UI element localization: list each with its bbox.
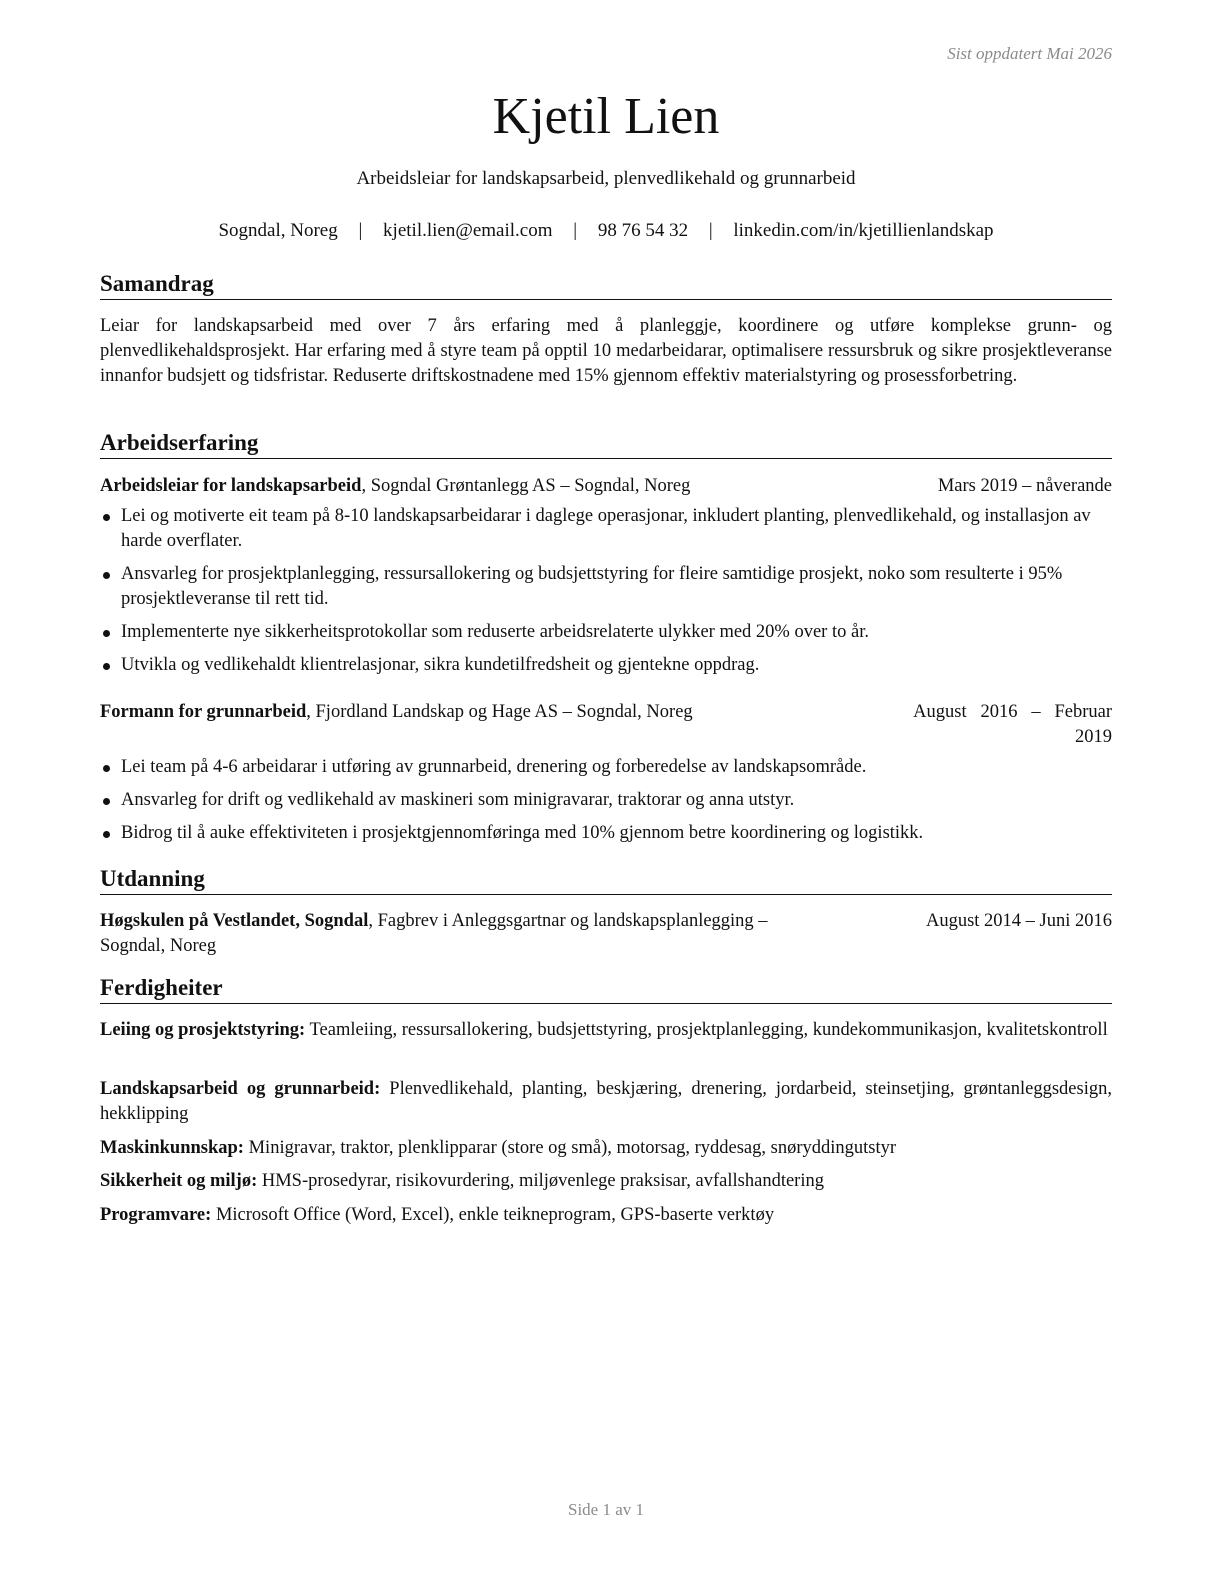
job-dates xyxy=(913,700,1112,750)
section-title-skills: Ferdigheiter xyxy=(100,974,1112,1004)
job-role: Formann for grunnarbeid xyxy=(100,702,307,722)
bullet-text: Ansvarleg for prosjektplanlegging, ressursallokering og budsjettstyring for fleire samtidige prosjekt, noko som resulterte i 95% prosjektleveranse til rett tid. xyxy=(121,564,1063,609)
list-item xyxy=(100,562,1112,612)
job-bullets xyxy=(100,755,1112,854)
education-dates: August 2014 – Juni 2016 xyxy=(925,911,1112,931)
skill-text: Microsoft Office (Word, Excel), enkle teikneprogram, GPS-baserte verktøy xyxy=(215,1205,775,1225)
bullet-text: Bidrog til å auke effektiviteten i prosjektgjennomføringa med 10% gjennom betre koordinering og logistikk. xyxy=(121,823,924,843)
skill-label: Leiing og prosjektstyring: xyxy=(100,1020,306,1040)
bullet-text: Utvikla og vedlikehaldt klientrelasjonar, sikra kundetilfredsheit og gjentekne oppdrag. xyxy=(121,655,760,675)
job-role: Arbeidsleiar for landskapsarbeid xyxy=(100,476,362,496)
skill-text: Minigravar, traktor, plenklipparar (store og små), motorsag, ryddesag, snøryddingutstyr xyxy=(248,1138,897,1158)
person-name: Kjetil Lien xyxy=(492,88,720,145)
bullet-text: Lei og motiverte eit team på 8-10 landskapsarbeidarar i daglege operasjonar, inkludert planting, plenvedlikehald, og installasjon av harde overflater. xyxy=(121,506,1091,551)
job-header xyxy=(100,474,1112,499)
bullet-icon xyxy=(103,798,110,805)
contact-separator: | xyxy=(358,220,363,241)
skill-item xyxy=(100,1077,1112,1127)
bullet-icon xyxy=(103,630,110,637)
list-item xyxy=(100,788,1112,813)
resume-page xyxy=(100,0,1112,1584)
bullet-icon xyxy=(103,765,110,772)
headline: Arbeidsleiar for landskapsarbeid, plenvedlikehald og grunnarbeid xyxy=(356,168,856,189)
education-degree: , Fagbrev i Anleggsgartnar og landskapsplanlegging – xyxy=(368,911,768,931)
bullet-icon xyxy=(103,572,110,579)
bullet-text: Implementerte nye sikkerheitsprotokollar som reduserte arbeidsrelaterte ulykker med 20% over to år. xyxy=(121,622,869,642)
job-title-line xyxy=(100,474,690,499)
education-location: Sogndal, Noreg xyxy=(100,936,217,956)
skill-label: Maskinkunnskap: xyxy=(100,1138,244,1158)
bullet-text: Ansvarleg for drift og vedlikehald av maskineri som minigravarar, traktorar og anna utstyr. xyxy=(121,790,795,810)
contact-email[interactable]: kjetil.lien@email.com xyxy=(383,220,553,241)
skill-item xyxy=(100,1203,1112,1228)
job-employer: , Sogndal Grøntanlegg AS – Sogndal, Noreg xyxy=(361,476,691,496)
contact-separator: | xyxy=(573,220,578,241)
job-title-line xyxy=(100,700,693,725)
skill-text: Plenvedlikehald, planting, beskjæring, drenering, jordarbeid, steinsetjing, grøntanleggsdesign, hekklipping xyxy=(100,1079,1112,1124)
contact-linkedin[interactable]: linkedin.com/in/kjetillienlandskap xyxy=(733,220,994,241)
contact-line xyxy=(100,218,1112,244)
job-dates-line1: August 2016 – Februar xyxy=(913,702,1112,722)
skill-item xyxy=(100,1136,1112,1161)
list-item xyxy=(100,620,1112,645)
list-item xyxy=(100,653,1112,678)
contact-location: Sogndal, Noreg xyxy=(218,220,338,241)
skill-label: Landskapsarbeid og grunnarbeid: xyxy=(100,1079,381,1099)
skill-text: HMS-prosedyrar, risikovurdering, miljøvenlege praksisar, avfallshandtering xyxy=(261,1171,824,1191)
skill-label: Programvare: xyxy=(100,1205,212,1225)
bullet-icon xyxy=(103,514,110,521)
contact-phone: 98 76 54 32 xyxy=(597,220,689,241)
job-bullets xyxy=(100,504,1112,686)
skill-item xyxy=(100,1169,1112,1194)
job-employer: , Fjordland Landskap og Hage AS – Sogndal, Noreg xyxy=(306,702,693,722)
skill-label: Sikkerheit og miljø: xyxy=(100,1171,258,1191)
list-item xyxy=(100,504,1112,554)
bullet-icon xyxy=(103,831,110,838)
section-title-education: Utdanning xyxy=(100,865,1112,895)
last-updated: Sist oppdatert Mai 2026 xyxy=(947,44,1112,63)
page-number: Side 1 av 1 xyxy=(567,1500,645,1519)
job-header xyxy=(100,700,1112,750)
list-item xyxy=(100,821,1112,846)
section-title-experience: Arbeidserfaring xyxy=(100,429,1112,459)
section-title-summary: Samandrag xyxy=(100,270,1112,300)
education-line xyxy=(100,909,890,959)
job-dates-line2: 2019 xyxy=(1075,727,1112,747)
education-entry xyxy=(100,909,1112,959)
list-item xyxy=(100,755,1112,780)
bullet-icon xyxy=(103,663,110,670)
bullet-text: Lei team på 4-6 arbeidarar i utføring av grunnarbeid, drenering og forberedelse av landskapsområde. xyxy=(121,757,867,777)
contact-separator: | xyxy=(708,220,713,241)
job-dates: Mars 2019 – nåverande xyxy=(937,476,1112,496)
education-school: Høgskulen på Vestlandet, Sogndal xyxy=(100,911,369,931)
skill-text: Teamleiing, ressursallokering, budsjettstyring, prosjektplanlegging, kundekommunikasjon, kvalitetskontroll xyxy=(309,1020,1108,1040)
summary-text: Leiar for landskapsarbeid med over 7 års erfaring med å planleggje, koordinere og utføre komplekse grunn- og plenvedlikehaldsprosjekt. Har erfaring med å styre team på opptil 10 medarbeidarar, optimalisere ressursbruk og sikre prosjektleveranse innanfor budsjett og tidsfristar. Reduserte driftskostnadene med 15% gjennom effektiv materialstyring og prosessforbetring. xyxy=(100,316,1112,386)
skill-item xyxy=(100,1018,1112,1043)
